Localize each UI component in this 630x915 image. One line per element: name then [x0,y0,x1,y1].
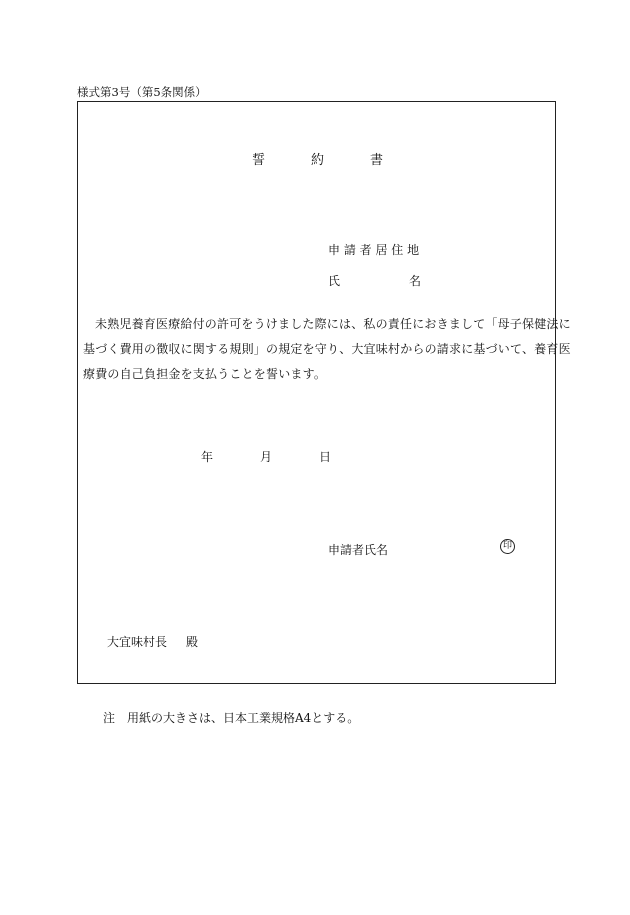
body-line-1: 未熟児養育医療給付の許可をうけました際には、私の責任におきまして「母子保健法に [95,317,571,331]
footnote: 注 用紙の大きさは、日本工業規格A4とする。 [103,711,360,725]
title-char-3: 書 [370,153,384,168]
body-line-2: 基づく費用の徴収に関する規則」の規定を守り、大宜味村からの請求に基づいて、養育医 [83,342,571,356]
date-year: 年 [201,450,214,464]
name-label-2: 名 [409,274,422,288]
title-char-2: 約 [311,153,325,168]
name-label-1: 氏 [328,274,341,288]
title-char-1: 誓 [252,153,266,168]
date-day: 日 [319,450,332,464]
body-paragraph [83,312,571,387]
applicant-address-label: 申 請 者 居 住 地 [328,243,420,257]
form-number: 様式第3号（第5条関係） [77,85,207,99]
form-frame [77,101,571,684]
seal-mark: 印 [500,539,515,554]
body-line-3: 療費の自己負担金を支払うことを誓います。 [83,367,327,381]
addressee: 大宜味村長 [107,635,168,649]
applicant-name-label: 申請者氏名 [328,543,389,557]
honorific: 殿 [186,635,199,649]
date-month: 月 [260,450,273,464]
